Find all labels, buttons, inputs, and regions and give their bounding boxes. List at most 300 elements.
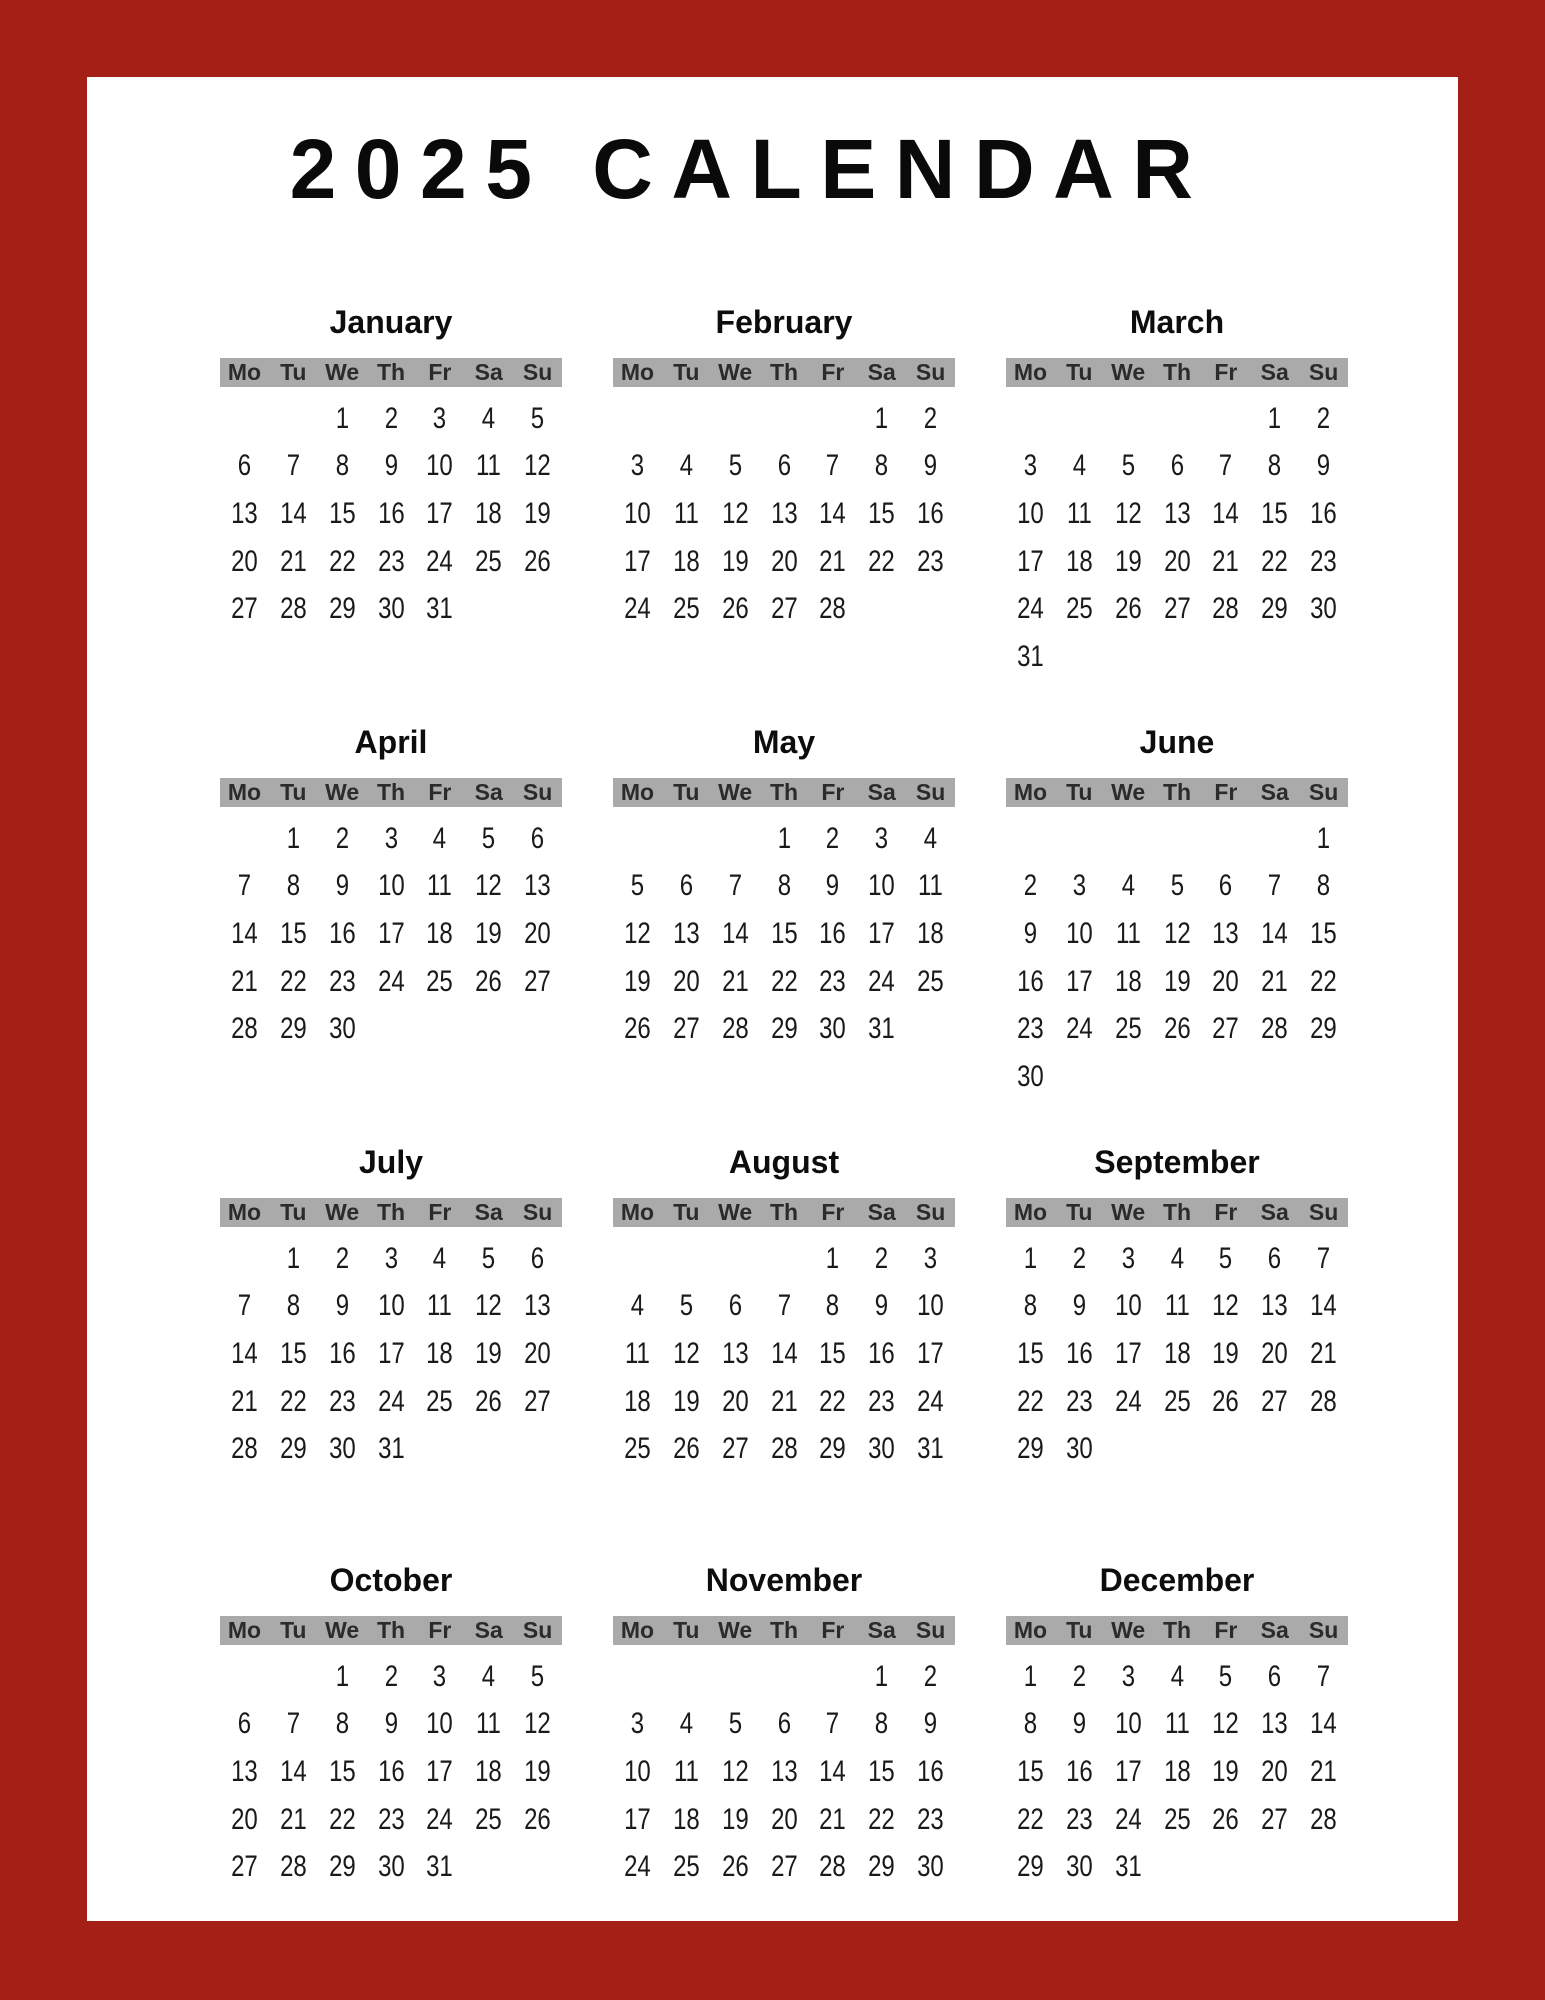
day-cell: 9 xyxy=(875,1289,889,1323)
empty-day-cell xyxy=(518,1005,557,1053)
day-cell: 7 xyxy=(728,869,742,903)
empty-day-cell xyxy=(1206,815,1245,863)
weekday-label: Su xyxy=(1308,779,1339,805)
weekday-label: We xyxy=(1111,779,1146,805)
day-cell: 29 xyxy=(1261,592,1289,626)
day-cell: 4 xyxy=(1072,449,1086,483)
day-cell: 16 xyxy=(1017,964,1044,998)
day-cell: 25 xyxy=(426,1384,454,1418)
weekday-header-row xyxy=(220,1616,562,1645)
day-cell: 8 xyxy=(286,1289,300,1323)
empty-day-cell xyxy=(1157,1843,1196,1891)
empty-day-cell xyxy=(469,1843,508,1891)
month-block xyxy=(613,1558,955,1950)
day-cell: 27 xyxy=(721,1432,749,1466)
day-cell: 26 xyxy=(721,1850,749,1884)
day-cell: 2 xyxy=(826,821,840,855)
day-cell: 29 xyxy=(770,1012,798,1046)
day-cell: 22 xyxy=(868,544,896,578)
day-cell: 25 xyxy=(917,964,944,998)
year-title: 2025 CALENDAR xyxy=(289,122,1212,216)
weekday-header-row xyxy=(613,1198,955,1227)
day-cell: 7 xyxy=(1316,1241,1331,1275)
day-cell: 20 xyxy=(672,964,700,998)
weekday-label: Tu xyxy=(280,1199,307,1225)
day-cell: 7 xyxy=(237,1289,252,1323)
day-cell: 17 xyxy=(868,916,896,950)
weekday-label: Th xyxy=(1162,1199,1192,1225)
day-cell: 16 xyxy=(377,1754,405,1788)
day-cell: 5 xyxy=(530,401,545,435)
empty-day-cell xyxy=(1060,1053,1099,1101)
day-cell: 2 xyxy=(923,1659,938,1693)
day-cell: 6 xyxy=(237,449,252,483)
day-cell: 28 xyxy=(1310,1384,1337,1418)
day-cell: 5 xyxy=(728,449,742,483)
day-cell: 27 xyxy=(524,1384,551,1418)
day-cell: 20 xyxy=(1163,544,1191,578)
day-cell: 25 xyxy=(672,592,700,626)
weekday-label: Fr xyxy=(428,779,452,805)
day-cell: 30 xyxy=(328,1432,356,1466)
weekday-label: Sa xyxy=(474,779,503,805)
day-cell: 6 xyxy=(530,1241,545,1275)
day-cell: 23 xyxy=(819,964,847,998)
day-cell: 19 xyxy=(1114,544,1142,578)
empty-day-cell xyxy=(518,1425,557,1473)
day-cell: 9 xyxy=(1072,1707,1086,1741)
day-cell: 24 xyxy=(426,1802,454,1836)
day-cell: 12 xyxy=(1212,1707,1240,1741)
day-cell: 11 xyxy=(427,869,453,903)
weekday-label: Th xyxy=(1162,359,1192,385)
weekday-label: Tu xyxy=(673,359,700,385)
day-cell: 12 xyxy=(475,869,503,903)
day-cell: 28 xyxy=(721,1012,749,1046)
weekday-label: Th xyxy=(376,779,406,805)
empty-day-cell xyxy=(667,815,706,863)
day-cell: 27 xyxy=(524,964,551,998)
day-cell: 1 xyxy=(826,1241,840,1275)
day-cell: 5 xyxy=(1170,869,1184,903)
day-cell: 4 xyxy=(1170,1241,1184,1275)
day-cell: 21 xyxy=(1261,964,1289,998)
day-cell: 1 xyxy=(875,401,889,435)
day-cell: 15 xyxy=(1310,916,1337,950)
day-cell: 27 xyxy=(1261,1384,1289,1418)
empty-day-cell xyxy=(274,395,313,443)
day-cell: 25 xyxy=(624,1432,651,1466)
empty-day-cell xyxy=(1304,633,1343,681)
day-cell: 21 xyxy=(770,1384,798,1418)
day-cell: 11 xyxy=(1164,1289,1190,1323)
day-cell: 11 xyxy=(918,869,944,903)
day-cell: 6 xyxy=(1268,1659,1282,1693)
day-cell: 27 xyxy=(231,592,258,626)
empty-day-cell xyxy=(518,1843,557,1891)
empty-day-cell xyxy=(618,1235,657,1283)
month-title: May xyxy=(752,724,816,760)
day-cell: 18 xyxy=(1163,1336,1191,1370)
day-cell: 2 xyxy=(923,401,938,435)
day-cell: 29 xyxy=(1017,1850,1044,1884)
weekday-label: Mo xyxy=(1013,1617,1048,1643)
weekday-label: Sa xyxy=(474,359,503,385)
day-cell: 11 xyxy=(673,496,699,530)
day-cell: 15 xyxy=(328,1754,356,1788)
weekday-header-row xyxy=(1006,1198,1348,1227)
day-cell: 30 xyxy=(1017,1059,1044,1093)
weekday-label: Fr xyxy=(821,1617,845,1643)
day-cell: 1 xyxy=(335,1659,349,1693)
day-cell: 12 xyxy=(1212,1289,1240,1323)
day-cell: 10 xyxy=(1114,1707,1142,1741)
weekday-label: Tu xyxy=(673,779,700,805)
day-cell: 11 xyxy=(673,1754,699,1788)
month-title: July xyxy=(358,1144,424,1180)
day-cell: 6 xyxy=(237,1707,252,1741)
day-cell: 5 xyxy=(530,1659,545,1693)
day-cell: 26 xyxy=(721,592,749,626)
empty-day-cell xyxy=(618,395,657,443)
day-cell: 3 xyxy=(433,1659,447,1693)
day-cell: 3 xyxy=(875,821,889,855)
day-cell: 11 xyxy=(427,1289,453,1323)
day-cell: 30 xyxy=(328,1012,356,1046)
day-cell: 11 xyxy=(624,1336,650,1370)
empty-day-cell xyxy=(1157,633,1196,681)
day-cell: 18 xyxy=(1163,1754,1191,1788)
empty-day-cell xyxy=(667,1653,706,1701)
day-grid xyxy=(1006,1653,1348,1891)
empty-day-cell xyxy=(1060,633,1099,681)
day-cell: 16 xyxy=(868,1336,896,1370)
day-cell: 8 xyxy=(1316,869,1331,903)
day-cell: 12 xyxy=(721,496,749,530)
month-block xyxy=(613,1140,955,1532)
weekday-label: Mo xyxy=(227,779,262,805)
day-cell: 1 xyxy=(1268,401,1282,435)
empty-day-cell xyxy=(764,1235,803,1283)
day-cell: 10 xyxy=(1114,1289,1142,1323)
day-cell: 20 xyxy=(231,544,258,578)
day-cell: 28 xyxy=(770,1432,798,1466)
day-cell: 19 xyxy=(524,496,551,530)
day-cell: 5 xyxy=(1121,449,1135,483)
day-cell: 29 xyxy=(819,1432,847,1466)
weekday-header-row xyxy=(613,778,955,807)
day-cell: 1 xyxy=(335,401,349,435)
day-cell: 14 xyxy=(819,1754,847,1788)
day-cell: 7 xyxy=(1219,449,1233,483)
day-cell: 2 xyxy=(384,401,398,435)
empty-day-cell xyxy=(1157,1053,1196,1101)
day-cell: 4 xyxy=(630,1289,645,1323)
day-cell: 16 xyxy=(377,496,405,530)
day-cell: 5 xyxy=(679,1289,693,1323)
empty-day-cell xyxy=(1304,1843,1343,1891)
day-cell: 20 xyxy=(770,1802,798,1836)
empty-day-cell xyxy=(1157,815,1196,863)
day-cell: 13 xyxy=(770,496,798,530)
day-cell: 1 xyxy=(1316,821,1331,855)
day-cell: 6 xyxy=(679,869,693,903)
day-grid xyxy=(1006,815,1348,1101)
day-cell: 31 xyxy=(377,1432,405,1466)
day-grid xyxy=(613,1653,955,1891)
day-cell: 25 xyxy=(1065,592,1093,626)
day-cell: 25 xyxy=(672,1850,700,1884)
day-cell: 22 xyxy=(868,1802,896,1836)
day-grid xyxy=(220,395,562,633)
day-cell: 28 xyxy=(819,1850,847,1884)
day-cell: 12 xyxy=(672,1336,700,1370)
day-cell: 16 xyxy=(1065,1336,1093,1370)
day-cell: 4 xyxy=(923,821,938,855)
day-cell: 19 xyxy=(1212,1754,1240,1788)
day-cell: 9 xyxy=(923,449,938,483)
day-cell: 24 xyxy=(868,964,896,998)
day-cell: 17 xyxy=(426,1754,454,1788)
day-cell: 25 xyxy=(1163,1384,1191,1418)
month-title: October xyxy=(329,1562,453,1598)
day-cell: 17 xyxy=(624,1802,651,1836)
day-cell: 13 xyxy=(770,1754,798,1788)
day-cell: 16 xyxy=(917,1754,944,1788)
day-cell: 30 xyxy=(819,1012,847,1046)
empty-day-cell xyxy=(1206,633,1245,681)
day-cell: 5 xyxy=(1219,1659,1233,1693)
day-cell: 27 xyxy=(1163,592,1191,626)
weekday-label: Fr xyxy=(821,359,845,385)
day-cell: 31 xyxy=(426,592,454,626)
day-cell: 1 xyxy=(875,1659,889,1693)
day-cell: 24 xyxy=(1114,1802,1142,1836)
weekday-label: Tu xyxy=(280,779,307,805)
day-cell: 31 xyxy=(1114,1850,1142,1884)
day-cell: 19 xyxy=(1212,1336,1240,1370)
empty-day-cell xyxy=(1304,1053,1343,1101)
weekday-label: Mo xyxy=(227,359,262,385)
day-cell: 1 xyxy=(286,1241,300,1275)
day-cell: 6 xyxy=(728,1289,742,1323)
weekday-label: We xyxy=(325,779,360,805)
day-cell: 17 xyxy=(1065,964,1093,998)
day-cell: 8 xyxy=(286,869,300,903)
day-cell: 22 xyxy=(1310,964,1337,998)
empty-day-cell xyxy=(1206,395,1245,443)
empty-day-cell xyxy=(716,1653,755,1701)
weekday-label: We xyxy=(1111,1199,1146,1225)
day-cell: 18 xyxy=(426,916,454,950)
day-cell: 11 xyxy=(476,1707,502,1741)
day-cell: 6 xyxy=(530,821,545,855)
day-cell: 15 xyxy=(1261,496,1289,530)
day-cell: 24 xyxy=(1017,592,1044,626)
weekday-label: Su xyxy=(1308,1199,1339,1225)
weekday-header-row xyxy=(1006,1616,1348,1645)
day-cell: 24 xyxy=(377,1384,405,1418)
day-cell: 10 xyxy=(624,496,651,530)
weekday-label: Fr xyxy=(1214,1617,1238,1643)
day-cell: 4 xyxy=(1170,1659,1184,1693)
day-cell: 8 xyxy=(1023,1707,1038,1741)
empty-day-cell xyxy=(1109,815,1148,863)
day-cell: 17 xyxy=(917,1336,944,1370)
day-cell: 1 xyxy=(1023,1659,1038,1693)
empty-day-cell xyxy=(1109,633,1148,681)
day-cell: 23 xyxy=(1017,1012,1044,1046)
day-cell: 18 xyxy=(426,1336,454,1370)
weekday-label: Tu xyxy=(1066,359,1093,385)
day-cell: 2 xyxy=(1072,1241,1086,1275)
weekday-header-row xyxy=(613,1616,955,1645)
months-grid xyxy=(87,77,1458,1921)
day-cell: 7 xyxy=(777,1289,791,1323)
day-cell: 10 xyxy=(426,1707,454,1741)
day-cell: 10 xyxy=(624,1754,651,1788)
weekday-label: Tu xyxy=(1066,779,1093,805)
day-cell: 9 xyxy=(335,1289,349,1323)
weekday-label: We xyxy=(718,359,753,385)
day-cell: 14 xyxy=(1261,916,1289,950)
weekday-label: Tu xyxy=(1066,1199,1093,1225)
day-cell: 5 xyxy=(630,869,645,903)
day-cell: 27 xyxy=(231,1850,258,1884)
day-cell: 20 xyxy=(1212,964,1240,998)
day-cell: 4 xyxy=(433,1241,447,1275)
day-cell: 7 xyxy=(1316,1659,1331,1693)
day-cell: 31 xyxy=(1017,639,1044,673)
day-cell: 28 xyxy=(231,1432,258,1466)
day-cell: 14 xyxy=(721,916,749,950)
day-cell: 17 xyxy=(1114,1754,1142,1788)
weekday-label: Tu xyxy=(673,1199,700,1225)
day-cell: 29 xyxy=(868,1850,896,1884)
weekday-label: Mo xyxy=(620,1199,655,1225)
day-cell: 28 xyxy=(279,1850,307,1884)
day-cell: 18 xyxy=(475,496,503,530)
day-cell: 15 xyxy=(868,1754,896,1788)
month-block xyxy=(220,1558,562,1950)
month-title: March xyxy=(1129,304,1225,340)
day-cell: 18 xyxy=(917,916,944,950)
day-cell: 28 xyxy=(1212,592,1240,626)
weekday-label: We xyxy=(718,1199,753,1225)
month-title: December xyxy=(1099,1562,1255,1598)
day-cell: 4 xyxy=(679,449,693,483)
day-cell: 29 xyxy=(328,1850,356,1884)
weekday-label: Tu xyxy=(280,359,307,385)
day-cell: 15 xyxy=(770,916,798,950)
day-cell: 9 xyxy=(335,869,349,903)
day-cell: 19 xyxy=(721,1802,749,1836)
empty-day-cell xyxy=(764,1653,803,1701)
day-cell: 7 xyxy=(237,869,252,903)
day-cell: 3 xyxy=(433,401,447,435)
day-cell: 22 xyxy=(1017,1802,1044,1836)
day-cell: 12 xyxy=(524,449,551,483)
day-cell: 30 xyxy=(868,1432,896,1466)
day-cell: 6 xyxy=(777,1707,791,1741)
day-cell: 16 xyxy=(819,916,847,950)
weekday-label: Mo xyxy=(620,779,655,805)
day-cell: 22 xyxy=(1261,544,1289,578)
day-cell: 20 xyxy=(1261,1336,1289,1370)
weekday-label: Sa xyxy=(1260,779,1289,805)
empty-day-cell xyxy=(716,815,755,863)
day-cell: 19 xyxy=(475,1336,503,1370)
empty-day-cell xyxy=(618,1653,657,1701)
month-block xyxy=(1006,1558,1348,1950)
month-title: April xyxy=(354,724,428,760)
weekday-label: Sa xyxy=(474,1199,503,1225)
weekday-label: Th xyxy=(1162,1617,1192,1643)
day-cell: 8 xyxy=(826,1289,840,1323)
day-cell: 23 xyxy=(868,1384,896,1418)
day-cell: 23 xyxy=(1065,1802,1093,1836)
day-cell: 15 xyxy=(279,916,307,950)
weekday-label: Su xyxy=(1308,359,1339,385)
weekday-label: Fr xyxy=(1214,1199,1238,1225)
weekday-label: Su xyxy=(915,359,946,385)
weekday-label: Su xyxy=(1308,1617,1339,1643)
day-cell: 14 xyxy=(279,1754,307,1788)
day-cell: 21 xyxy=(1212,544,1240,578)
day-cell: 3 xyxy=(923,1241,938,1275)
day-cell: 15 xyxy=(1017,1754,1044,1788)
day-cell: 2 xyxy=(1072,1659,1086,1693)
day-grid xyxy=(613,815,955,1053)
empty-day-cell xyxy=(225,395,264,443)
day-cell: 17 xyxy=(1114,1336,1142,1370)
day-cell: 18 xyxy=(1065,544,1093,578)
day-cell: 29 xyxy=(328,592,356,626)
day-cell: 22 xyxy=(328,544,356,578)
empty-day-cell xyxy=(1206,1425,1245,1473)
empty-day-cell xyxy=(1011,815,1050,863)
day-cell: 21 xyxy=(1310,1754,1337,1788)
day-cell: 12 xyxy=(475,1289,503,1323)
day-cell: 18 xyxy=(672,1802,700,1836)
day-cell: 19 xyxy=(1163,964,1191,998)
day-cell: 30 xyxy=(377,1850,405,1884)
day-cell: 15 xyxy=(279,1336,307,1370)
month-block xyxy=(613,720,955,1112)
day-cell: 8 xyxy=(875,449,889,483)
day-cell: 13 xyxy=(1261,1289,1289,1323)
day-cell: 8 xyxy=(1268,449,1282,483)
empty-day-cell xyxy=(1109,395,1148,443)
day-cell: 14 xyxy=(279,496,307,530)
day-cell: 5 xyxy=(482,821,496,855)
day-cell: 27 xyxy=(1261,1802,1289,1836)
weekday-label: Sa xyxy=(867,779,896,805)
weekday-label: Th xyxy=(769,359,799,385)
day-cell: 23 xyxy=(328,1384,356,1418)
month-title: June xyxy=(1139,724,1215,760)
day-cell: 24 xyxy=(917,1384,944,1418)
day-cell: 9 xyxy=(1316,449,1331,483)
day-cell: 2 xyxy=(384,1659,398,1693)
day-cell: 26 xyxy=(524,1802,551,1836)
day-cell: 23 xyxy=(377,1802,405,1836)
day-cell: 16 xyxy=(917,496,944,530)
day-cell: 27 xyxy=(770,592,798,626)
weekday-label: Fr xyxy=(1214,359,1238,385)
weekday-label: Th xyxy=(376,1617,406,1643)
weekday-label: Fr xyxy=(428,1199,452,1225)
